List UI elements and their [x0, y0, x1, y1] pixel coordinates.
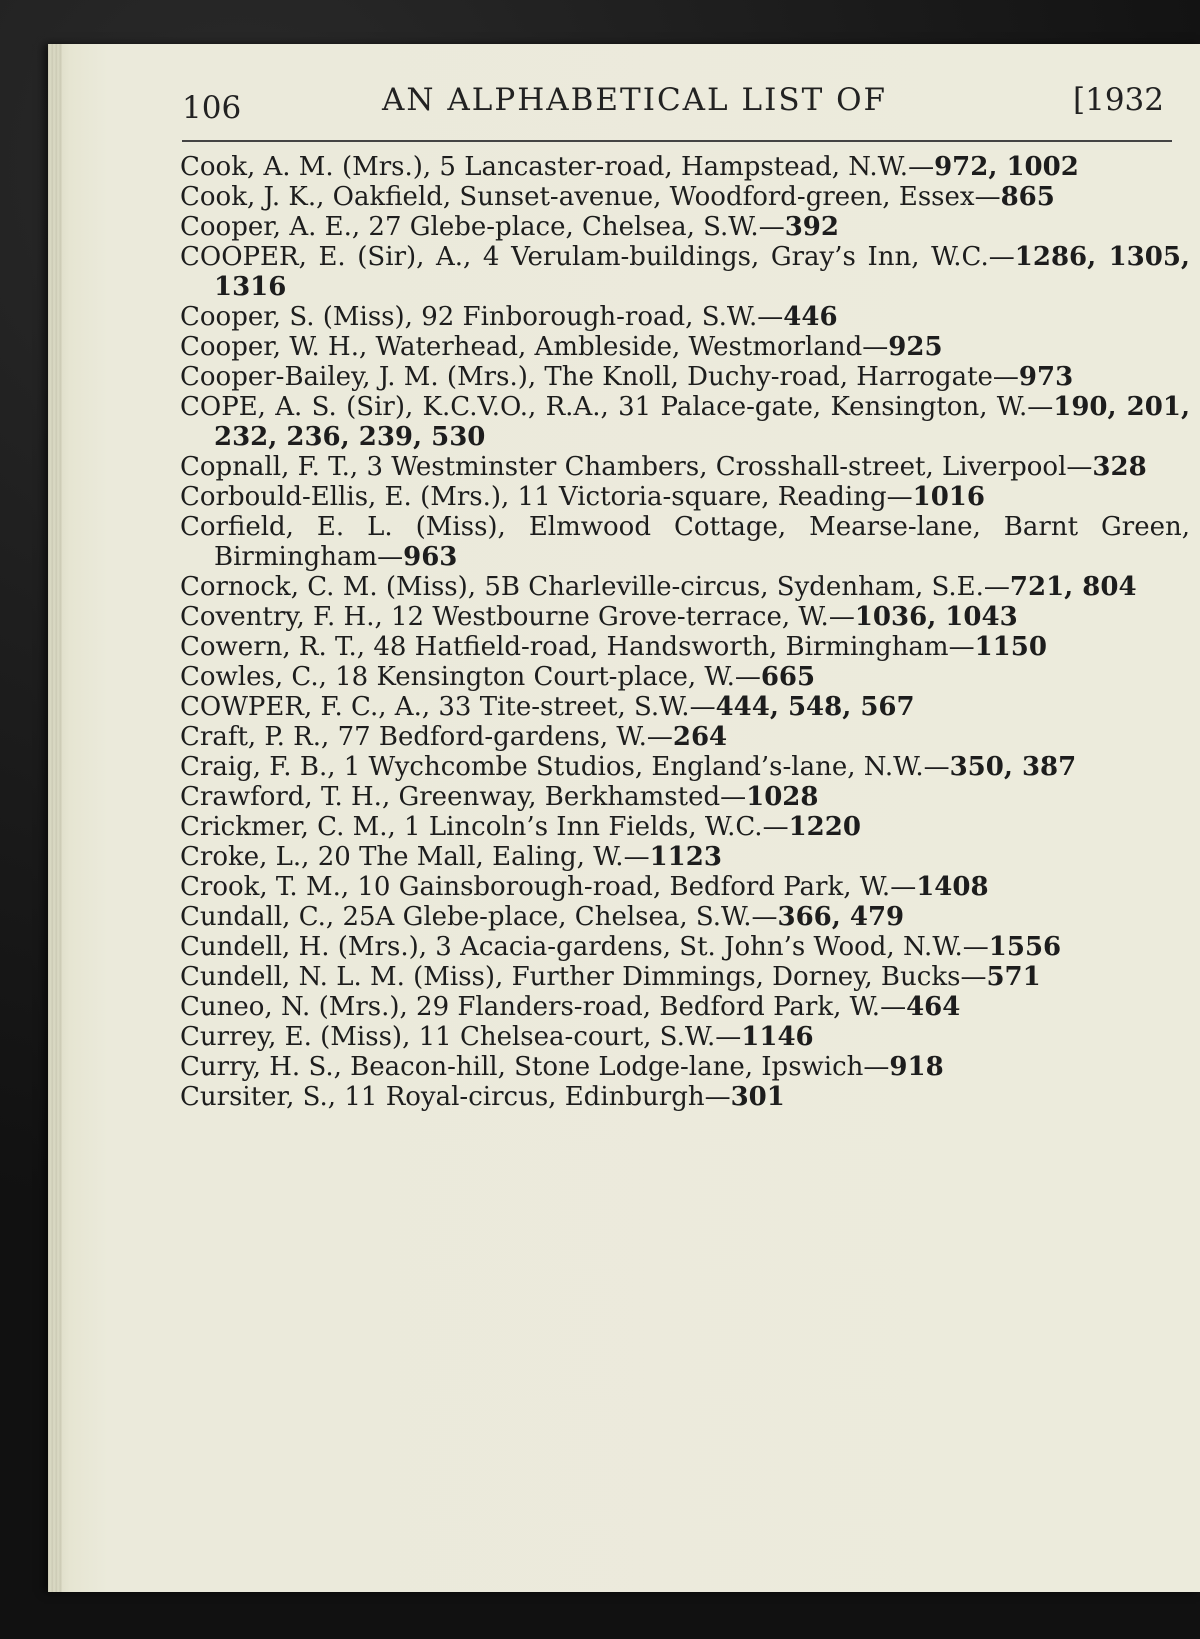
page-edge	[48, 44, 62, 1592]
entry-name: Cook, A. M. (Mrs.),	[180, 152, 432, 182]
list-item	[180, 632, 1190, 662]
entry-name: COOPER, E. (Sir), A.,	[180, 242, 472, 272]
entry-name: Cook, J. K.,	[180, 182, 325, 212]
entry-dash: —	[960, 962, 987, 992]
entry-dash: —	[689, 692, 716, 722]
entry-address: 1 Wychcombe Studios, England’s-lane, N.W.	[343, 752, 924, 782]
entry-dash: —	[988, 242, 1015, 272]
entry-refs: 350, 387	[949, 752, 1077, 782]
entry-address: 5 Lancaster-road, Hampstead, N.W.	[439, 152, 909, 182]
entry-address: 29 Flanders-road, Bedford Park, W.	[416, 992, 881, 1022]
entry-address: 1 Lincoln’s Inn Fields, W.C.	[404, 812, 763, 842]
entry-address: Elmwood Cottage, Mearse-lane, Barnt Green, Birmingham	[214, 512, 1191, 572]
entry-name: Cursiter, S.,	[180, 1082, 337, 1112]
entry-name: Curry, H. S.,	[180, 1052, 342, 1082]
entry-dash: —	[704, 1082, 731, 1112]
entry-dash: —	[983, 572, 1010, 602]
entry-name: Cowern, R. T.,	[180, 632, 366, 662]
entry-address: Oakfield, Sunset-avenue, Woodford-green, Essex	[332, 182, 975, 212]
list-item	[180, 842, 1190, 872]
entry-refs: 328	[1092, 452, 1147, 482]
entry-name: COPE, A. S. (Sir), K.C.V.O., R.A.,	[180, 392, 609, 422]
list-item	[180, 1052, 1190, 1082]
entry-refs: 1123	[649, 842, 722, 872]
list-item	[180, 242, 1190, 302]
entry-refs: 1028	[746, 782, 819, 812]
entry-dash: —	[646, 722, 673, 752]
list-item	[180, 1082, 1190, 1112]
entry-dash: —	[720, 782, 747, 812]
list-item	[180, 932, 1190, 962]
entry-name: Crawford, T. H.,	[180, 782, 391, 812]
entry-address: 11 Royal-circus, Edinburgh	[344, 1082, 705, 1112]
running-title: AN ALPHABETICAL LIST OF	[382, 82, 888, 118]
entry-refs: 1036, 1043	[854, 602, 1018, 632]
entry-dash: —	[880, 992, 907, 1022]
entry-name: Croke, L.,	[180, 842, 310, 872]
year-marker: [1932	[1073, 82, 1164, 118]
entry-name: Cundell, H. (Mrs.),	[180, 932, 427, 962]
entry-refs: 973	[1018, 362, 1074, 392]
entry-refs: 1150	[974, 632, 1047, 662]
entry-address: 48 Hatfield-road, Handsworth, Birmingham	[373, 632, 949, 662]
list-item	[180, 722, 1190, 752]
list-item	[180, 602, 1190, 632]
list-item	[180, 512, 1190, 572]
entry-dash: —	[828, 602, 855, 632]
entry-refs: 963	[403, 542, 458, 572]
entry-address: The Knoll, Duchy-road, Harrogate	[544, 362, 993, 392]
list-item	[180, 332, 1190, 362]
list-item	[180, 812, 1190, 842]
entry-refs: 301	[730, 1082, 785, 1112]
entry-address: 12 Westbourne Grove-terrace, W.	[391, 602, 829, 632]
entry-refs: 1556	[988, 932, 1062, 962]
entry-name: COWPER, F. C., A.,	[180, 692, 431, 722]
entry-refs: 264	[672, 722, 728, 752]
entry-dash: —	[908, 152, 935, 182]
entry-address: 92 Finborough-road, S.W.	[421, 302, 758, 332]
entry-name: Craft, P. R.,	[180, 722, 330, 752]
entry-refs: 1220	[788, 812, 861, 842]
entry-dash: —	[1027, 392, 1054, 422]
entry-refs: 1408	[916, 872, 989, 902]
entry-dash: —	[377, 542, 404, 572]
entry-address: 77 Bedford-gardens, W.	[337, 722, 647, 752]
entry-address: 11 Chelsea-court, S.W.	[418, 1022, 716, 1052]
list-item	[180, 392, 1190, 452]
list-item	[180, 992, 1190, 1022]
entry-name: Currey, E. (Miss),	[180, 1022, 411, 1052]
entry-dash: —	[862, 332, 889, 362]
entry-name: Crook, T. M.,	[180, 872, 350, 902]
entry-address: Beacon-hill, Stone Lodge-lane, Ipswich	[350, 1052, 864, 1082]
entry-dash: —	[962, 932, 989, 962]
entry-refs: 1016	[912, 482, 985, 512]
list-item	[180, 872, 1190, 902]
entry-name: Cooper-Bailey, J. M. (Mrs.),	[180, 362, 537, 392]
entry-refs: 444, 548, 567	[715, 692, 915, 722]
entry-address: 27 Glebe-place, Chelsea, S.W.	[368, 212, 759, 242]
entry-address: 25A Glebe-place, Chelsea, S.W.	[342, 902, 752, 932]
entry-dash: —	[974, 182, 1001, 212]
entry-dash: —	[734, 662, 761, 692]
entry-address: 33 Tite-street, S.W.	[438, 692, 690, 722]
entry-address: 31 Palace-gate, Kensington, W.	[618, 392, 1028, 422]
entry-name: Cundall, C.,	[180, 902, 335, 932]
list-item	[180, 482, 1190, 512]
list-item	[180, 692, 1190, 722]
page-number: 106	[182, 90, 242, 126]
entry-address: Further Dimmings, Dorney, Bucks	[511, 962, 961, 992]
entry-refs: 190, 201, 232, 236, 239, 530	[214, 392, 1191, 452]
entry-name: Craig, F. B.,	[180, 752, 336, 782]
entry-name: Cooper, S. (Miss),	[180, 302, 413, 332]
entry-refs: 721, 804	[1009, 572, 1137, 602]
entry-address: Greenway, Berkhamsted	[398, 782, 721, 812]
entry-dash: —	[758, 212, 785, 242]
entry-address: 3 Westminster Chambers, Crosshall-street, Liverpool	[366, 452, 1067, 482]
list-item	[180, 302, 1190, 332]
entry-name: Cuneo, N. (Mrs.),	[180, 992, 408, 1022]
entry-name: Corfield, E. L. (Miss),	[180, 512, 506, 542]
entry-address: 18 Kensington Court-place, W.	[335, 662, 735, 692]
entry-refs: 464	[906, 992, 961, 1022]
entry-name: Copnall, F. T.,	[180, 452, 359, 482]
entry-refs: 1286, 1305, 1316	[214, 242, 1190, 302]
entry-refs: 865	[1000, 182, 1055, 212]
list-item	[180, 902, 1190, 932]
entry-refs: 571	[986, 962, 1041, 992]
list-item	[180, 452, 1190, 482]
entry-refs: 665	[760, 662, 816, 692]
list-item	[180, 182, 1190, 212]
member-list	[180, 152, 1190, 1112]
entry-name: Corbould-Ellis, E. (Mrs.),	[180, 482, 510, 512]
entry-refs: 925	[888, 332, 943, 362]
entry-address: 11 Victoria-square, Reading	[517, 482, 887, 512]
list-item	[180, 362, 1190, 392]
list-item	[180, 962, 1190, 992]
entry-address: 3 Acacia-gardens, St. John’s Wood, N.W.	[435, 932, 963, 962]
list-item	[180, 752, 1190, 782]
entry-dash: —	[757, 302, 784, 332]
entry-address: 5B Charleville-circus, Sydenham, S.E.	[484, 572, 984, 602]
entry-address: 10 Gainsborough-road, Bedford Park, W.	[357, 872, 891, 902]
list-item	[180, 1022, 1190, 1052]
entry-name: Crickmer, C. M.,	[180, 812, 396, 842]
entry-refs: 972, 1002	[934, 152, 1079, 182]
entry-dash: —	[863, 1052, 890, 1082]
entry-dash: —	[762, 812, 789, 842]
entry-dash: —	[886, 482, 913, 512]
entry-address: 20 The Mall, Ealing, W.	[317, 842, 624, 872]
list-item	[180, 572, 1190, 602]
header-rule	[182, 140, 1172, 142]
page-header	[172, 82, 1172, 130]
list-item	[180, 662, 1190, 692]
entry-dash: —	[751, 902, 778, 932]
entry-name: Cundell, N. L. M. (Miss),	[180, 962, 504, 992]
entry-dash: —	[992, 362, 1019, 392]
list-item	[180, 212, 1190, 242]
entry-dash: —	[948, 632, 975, 662]
entry-dash: —	[923, 752, 950, 782]
entry-name: Cowles, C.,	[180, 662, 327, 692]
entry-dash: —	[715, 1022, 742, 1052]
entry-address: Waterhead, Ambleside, Westmorland	[375, 332, 863, 362]
entry-name: Cooper, W. H.,	[180, 332, 368, 362]
entry-dash: —	[890, 872, 917, 902]
entry-refs: 366, 479	[777, 902, 905, 932]
entry-refs: 446	[783, 302, 838, 332]
entry-name: Cooper, A. E.,	[180, 212, 361, 242]
entry-dash: —	[1066, 452, 1093, 482]
entry-dash: —	[623, 842, 650, 872]
entry-refs: 392	[784, 212, 839, 242]
entry-name: Cornock, C. M. (Miss),	[180, 572, 477, 602]
entry-name: Coventry, F. H.,	[180, 602, 383, 632]
entry-refs: 918	[889, 1052, 944, 1082]
entry-refs: 1146	[741, 1022, 814, 1052]
list-item	[180, 782, 1190, 812]
entry-address: 4 Verulam-buildings, Gray’s Inn, W.C.	[482, 242, 989, 272]
list-item	[180, 152, 1190, 182]
